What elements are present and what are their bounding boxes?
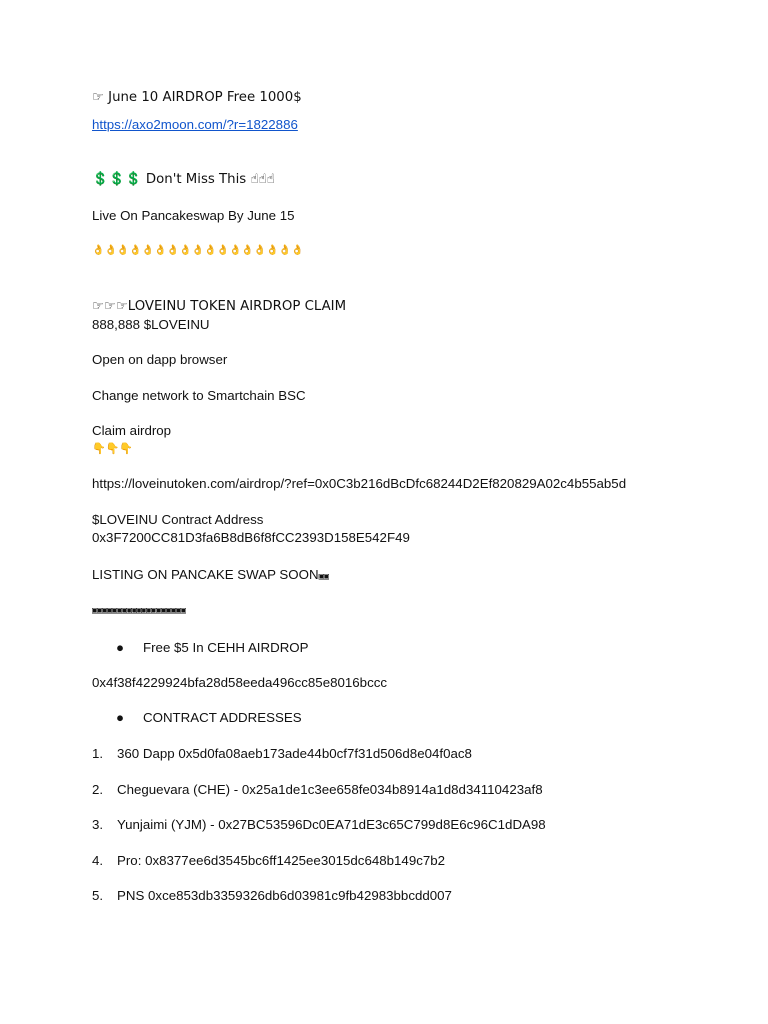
pancakeswap-date-line: Live On Pancakeswap By June 15 (92, 208, 295, 223)
list-item: PNS 0xce853db3359326db6d03981c9fb42983bbcdd007 (117, 888, 452, 903)
airdrop-heading: ☞ June 10 AIRDROP Free 1000$ (92, 90, 302, 105)
instruction-dapp-browser: Open on dapp browser (92, 352, 228, 367)
missing-glyph-row: ▣▣▣▣▣▣▣▣▣▣▣▣▣▣▣▣▣▣▣ (92, 606, 186, 616)
bullet-free-cehh: Free $5 In CEHH AIRDROP (143, 640, 309, 655)
loveinu-airdrop-url: https://loveinutoken.com/airdrop/?ref=0x0C3b216dBcDfc68244D2Ef820829A02c4b55ab5d (92, 476, 627, 491)
list-number: 5. (92, 888, 104, 903)
listing-line (92, 566, 328, 586)
missing-glyph-boxes: ▣▣ (318, 572, 329, 582)
dont-miss-line: 💲💲💲 Don't Miss This ☝☝☝ (92, 172, 275, 187)
list-item: Yunjaimi (YJM) - 0x27BC53596Dc0EA71dE3c65C799d8E6c96C1dDA98 (117, 817, 546, 832)
listing-text: LISTING ON PANCAKE SWAP SOON (92, 567, 319, 582)
list-item: 360 Dapp 0x5d0fa08aeb173ade44b0cf7f31d506d8e04f0ac8 (117, 746, 472, 761)
ok-hand-emoji-row: 👌👌👌👌👌👌👌👌👌👌👌👌👌👌👌👌👌 (92, 245, 304, 256)
pointing-down-emoji-row: 👇👇👇 (92, 442, 134, 455)
bullet-dot: ● (116, 710, 125, 725)
list-number: 1. (92, 746, 104, 761)
list-number: 4. (92, 853, 104, 868)
axo2moon-link[interactable]: https://axo2moon.com/?r=1822886 (92, 117, 298, 132)
list-number: 3. (92, 817, 104, 832)
list-number: 2. (92, 782, 104, 797)
bullet-contract-addresses: CONTRACT ADDRESSES (143, 710, 302, 725)
loveinu-contract-address: 0x3F7200CC81D3fa6B8dB6f8fCC2393D158E542F49 (92, 530, 410, 545)
contract-address-label: $LOVEINU Contract Address (92, 512, 264, 527)
list-item: Cheguevara (CHE) - 0x25a1de1c3ee658fe034b8914a1d8d34110423af8 (117, 782, 543, 797)
loveinu-amount: 888,888 $LOVEINU (92, 317, 210, 332)
bullet-dot: ● (116, 640, 125, 655)
cehh-address: 0x4f38f4229924bfa28d58eeda496cc85e8016bccc (92, 675, 388, 690)
list-item: Pro: 0x8377ee6d3545bc6ff1425ee3015dc648b149c7b2 (117, 853, 446, 868)
instruction-change-network: Change network to Smartchain BSC (92, 388, 306, 403)
instruction-claim-airdrop: Claim airdrop (92, 423, 172, 438)
loveinu-claim-heading: ☞☞☞LOVEINU TOKEN AIRDROP CLAIM (92, 299, 347, 314)
